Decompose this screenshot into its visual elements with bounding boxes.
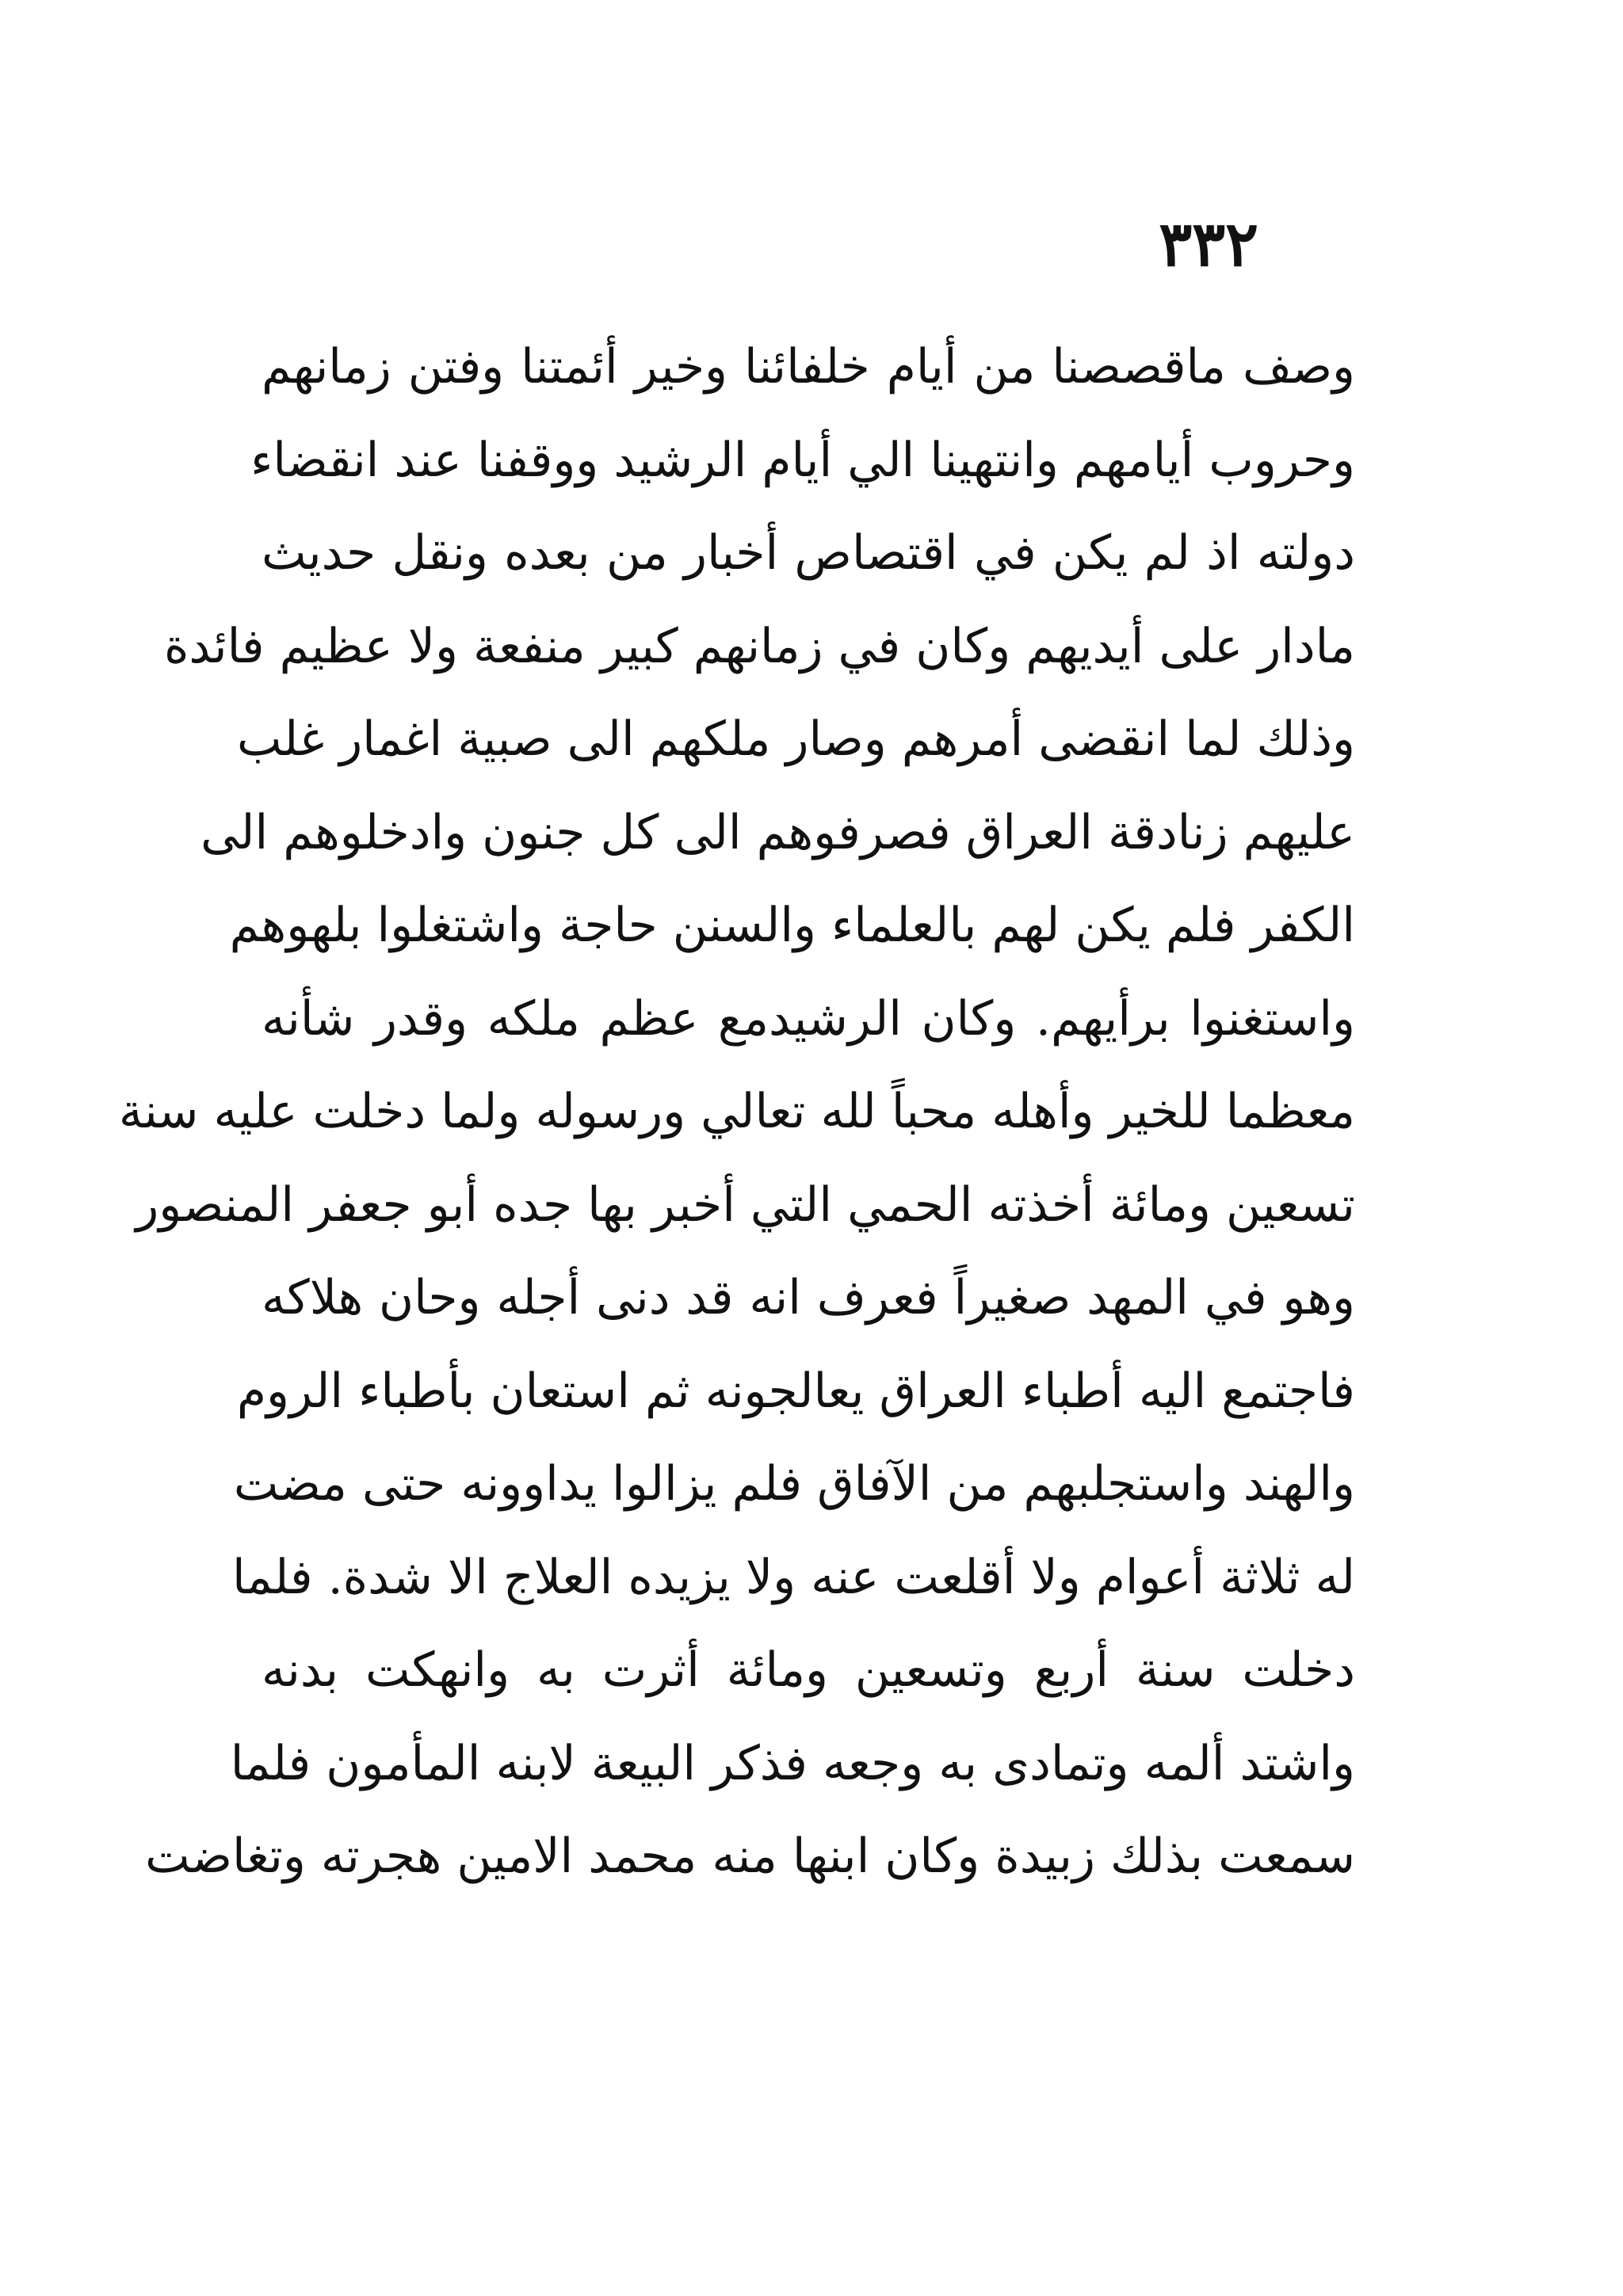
text-line: والهند واستجلبهم من الآفاق فلم يزالوا يداوونه حتى مضت [233, 1456, 1355, 1512]
text-line: وذلك لما انقضى أمرهم وصار ملكهم الى صبية اغمار غلب [236, 711, 1355, 767]
text-line: وحروب أيامهم وانتهينا الي أيام الرشيد ووقفنا عند انقضاء [250, 432, 1355, 488]
text-line: له ثلاثة أعوام ولا أقلعت عنه ولا يزيده العلاج الا شدة. فلما [232, 1549, 1355, 1605]
text-line: فاجتمع اليه أطباء العراق يعالجونه ثم استعان بأطباء الروم [236, 1363, 1355, 1419]
text-line: واشتد ألمه وتمادى به وجعه فذكر البيعة لابنه المأمون فلما [230, 1735, 1355, 1791]
body-text [118, 321, 1355, 1904]
text-line: وصف ماقصصنا من أيام خلفائنا وخير أئمتنا وفتن زمانهم [262, 339, 1355, 395]
text-line: تسعين ومائة أخذته الحمي التي أخبر بها جده أبو جعفر المنصور [136, 1177, 1355, 1233]
text-line: عليهم زنادقة العراق فصرفوهم الى كل جنون وادخلوهم الى [200, 804, 1355, 860]
page-number: ٣٣٢ [1159, 208, 1258, 280]
text-line: مادار على أيديهم وكان في زمانهم كبير منفعة ولا عظيم فائدة [163, 618, 1355, 674]
text-line: واستغنوا برأيهم. وكان الرشيدمع عظم ملكه وقدر شأنه [262, 990, 1355, 1047]
text-line: وهو في المهد صغيراً فعرف انه قد دنى أجله وحان هلاكه [262, 1270, 1355, 1325]
text-line: معظما للخير وأهله محباً لله تعالي ورسوله ولما دخلت عليه سنة [118, 1084, 1355, 1139]
text-line: دولته اذ لم يكن في اقتصاص أخبار من بعده ونقل حديث [262, 525, 1355, 581]
text-line: دخلت سنة أربع وتسعين ومائة أثرت به وانهكت بدنه [262, 1642, 1355, 1698]
text-line: الكفر فلم يكن لهم بالعلماء والسنن حاجة واشتغلوا بلهوهم [229, 898, 1355, 953]
text-line: سمعت بذلك زبيدة وكان ابنها منه محمد الامين هجرته وتغاضت [145, 1829, 1355, 1884]
